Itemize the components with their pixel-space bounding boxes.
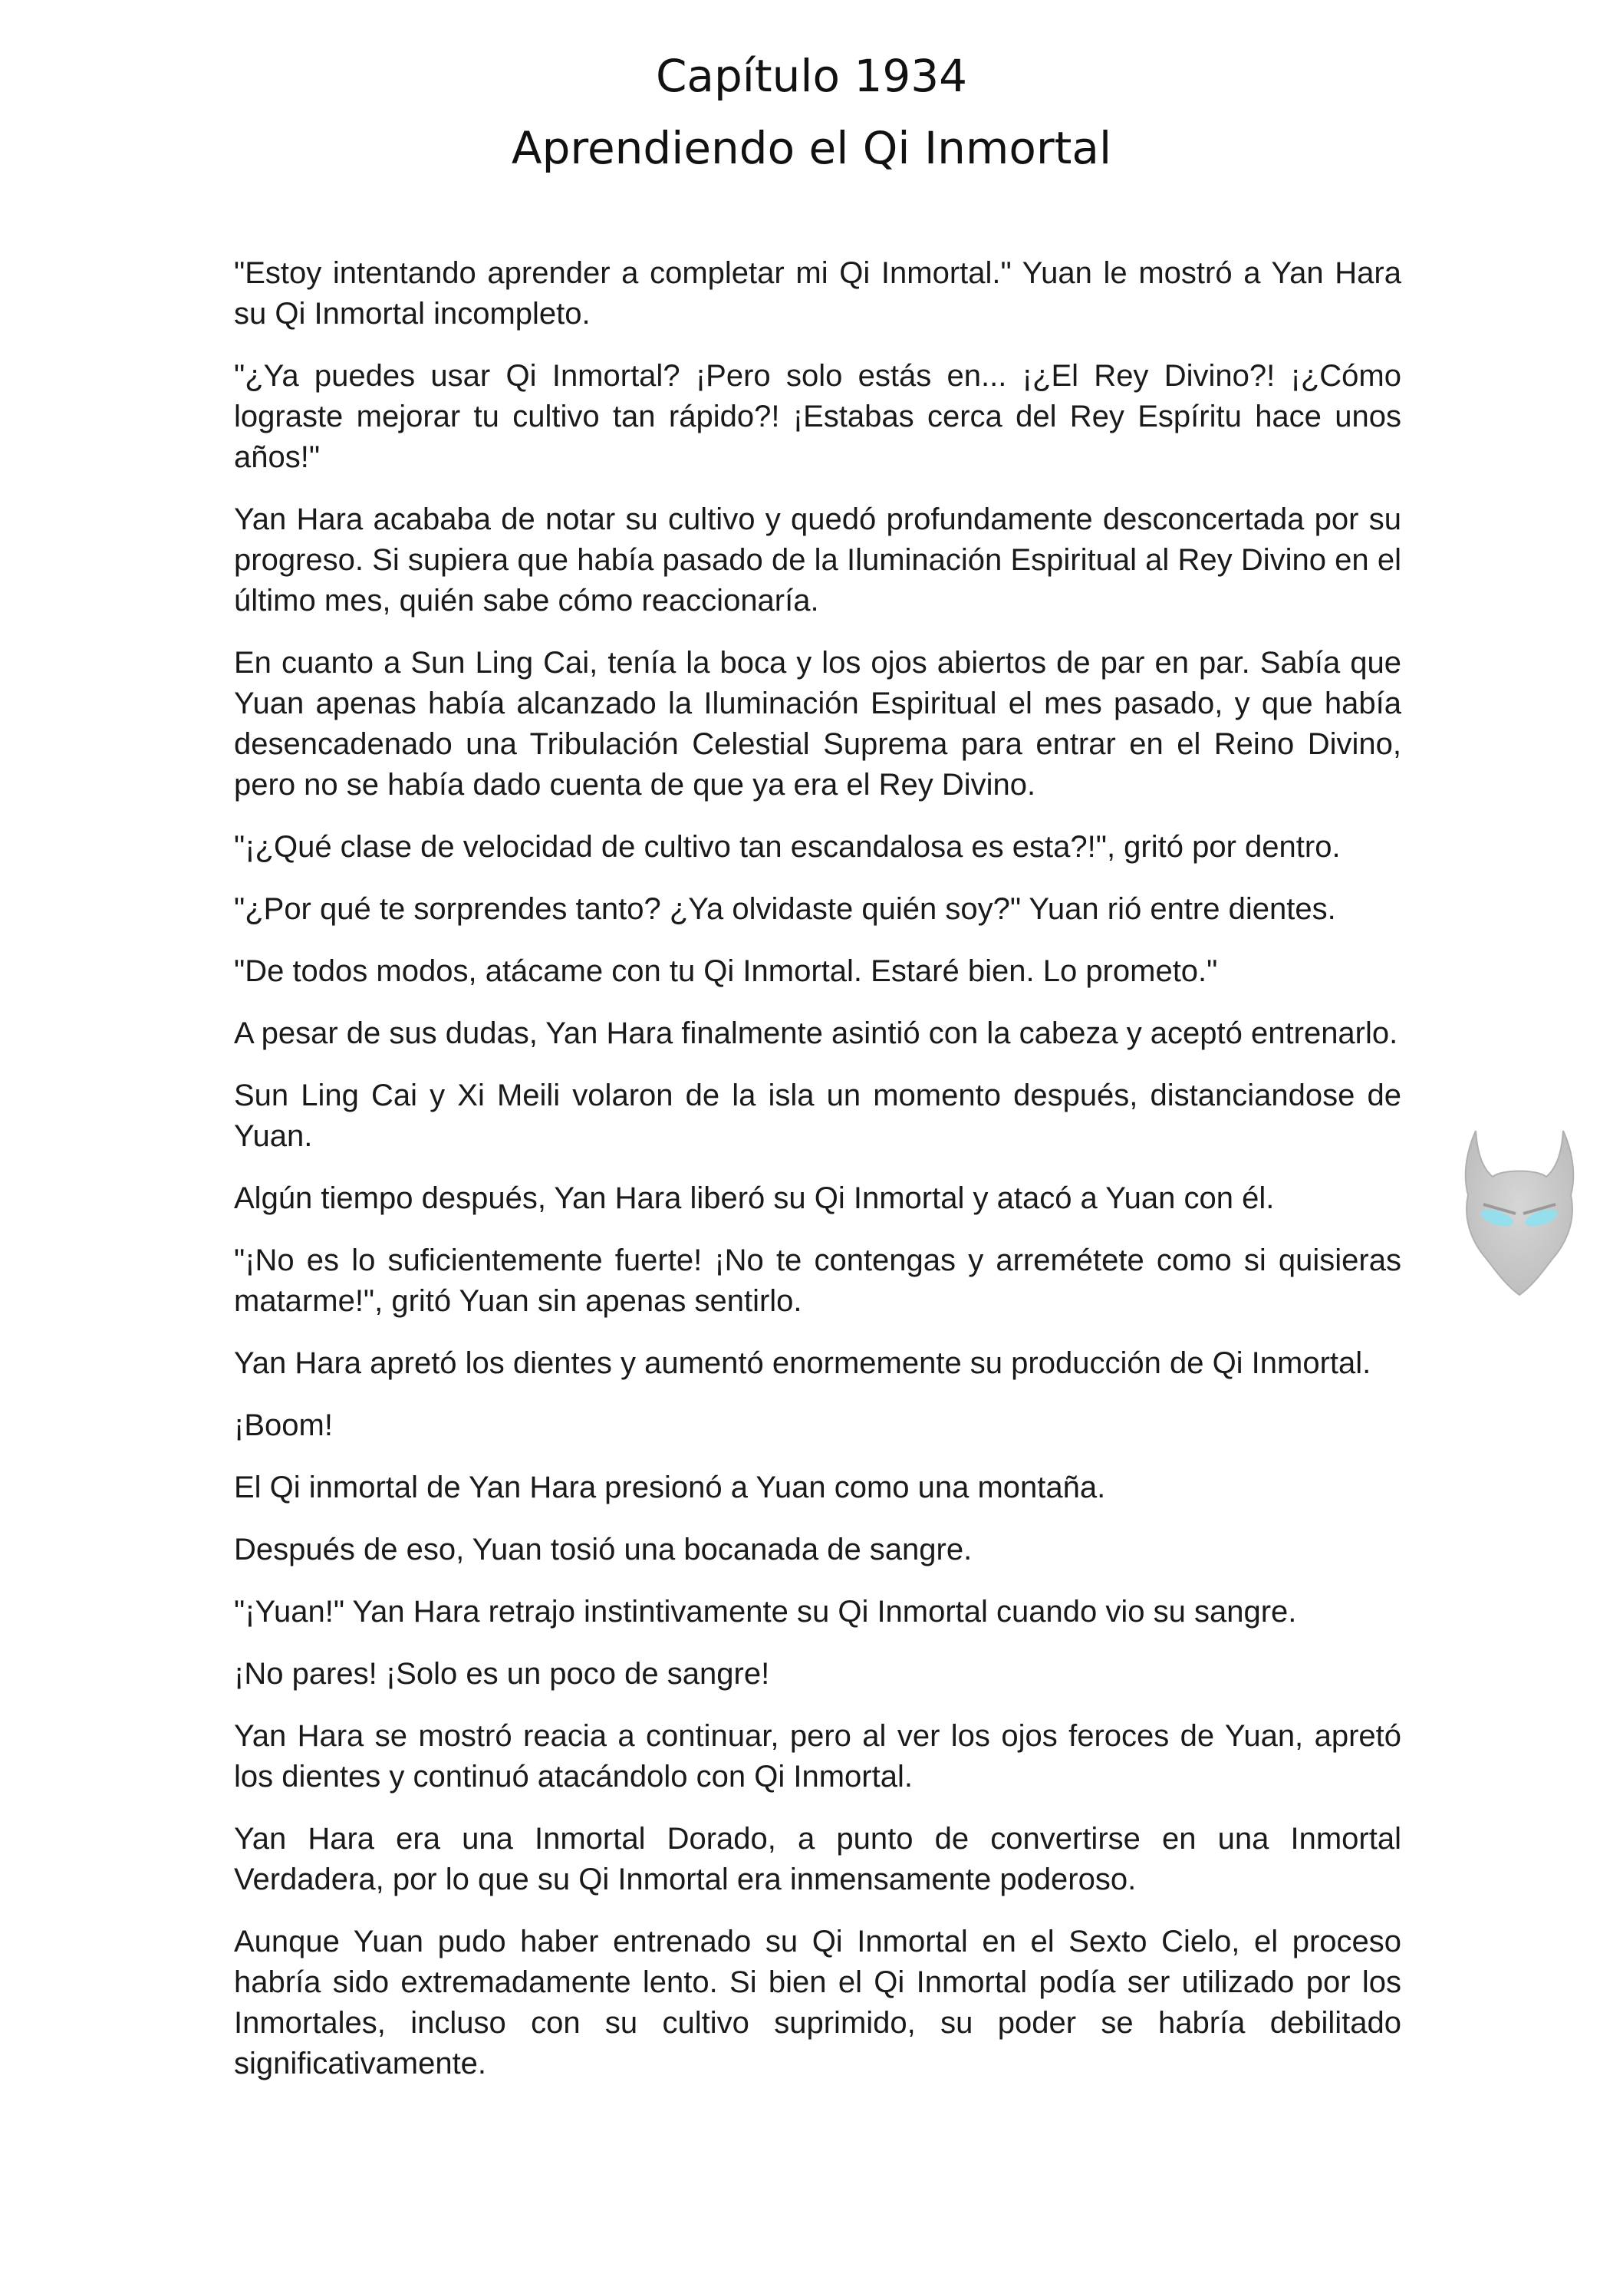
paragraph: ¡Boom!: [234, 1408, 333, 1442]
paragraph: En cuanto a Sun Ling Cai, tenía la boca y los ojos abiertos de par en par. Sabía que Yuan apenas había alcanzado la Iluminación Espiritual el mes pasado, y que había desencadenado una Tribulación Celestial Suprema para entrar en el Reino Divino, pero no se había dado cuenta de que ya era el Rey Divino.: [234, 646, 1401, 802]
chapter-number: Capítulo 1934: [655, 50, 968, 102]
chapter-title: Aprendiendo el Qi Inmortal: [511, 122, 1112, 174]
paragraph: Yan Hara se mostró reacia a continuar, pero al ver los ojos feroces de Yuan, apretó los dientes y continuó atacándolo con Qi Inmortal.: [234, 1719, 1401, 1794]
paragraph: Después de eso, Yuan tosió una bocanada de sangre.: [234, 1533, 973, 1566]
paragraph: Algún tiempo después, Yan Hara liberó su Qi Inmortal y atacó a Yuan con él.: [234, 1181, 1275, 1215]
paragraph: Yan Hara apretó los dientes y aumentó enormemente su producción de Qi Inmortal.: [234, 1346, 1371, 1380]
paragraph: El Qi inmortal de Yan Hara presionó a Yuan como una montaña.: [234, 1471, 1106, 1504]
paragraph: ¡No pares! ¡Solo es un poco de sangre!: [234, 1657, 770, 1691]
paragraph: "Estoy intentando aprender a completar mi Qi Inmortal." Yuan le mostró a Yan Hara su Qi Inmortal incompleto.: [234, 256, 1401, 331]
chapter-header: [0, 40, 1623, 184]
paragraph: "¿Ya puedes usar Qi Inmortal? ¡Pero solo estás en... ¡¿El Rey Divino?! ¡¿Cómo lograste mejorar tu cultivo tan rápido?! ¡Estabas cerca del Rey Espíritu hace unos años!": [234, 359, 1401, 474]
paragraph: "¡Yuan!" Yan Hara retrajo instintivamente su Qi Inmortal cuando vio su sangre.: [234, 1595, 1297, 1629]
paragraph: A pesar de sus dudas, Yan Hara finalmente asintió con la cabeza y aceptó entrenarlo.: [234, 1016, 1398, 1050]
paragraph: "¡¿Qué clase de velocidad de cultivo tan escandalosa es esta?!", gritó por dentro.: [234, 830, 1341, 864]
paragraph: "¿Por qué te sorprendes tanto? ¿Ya olvidaste quién soy?" Yuan rió entre dientes.: [234, 892, 1336, 926]
demon-head-icon: [1462, 1125, 1577, 1301]
paragraph: Yan Hara acababa de notar su cultivo y quedó profundamente desconcertada por su progreso. Si supiera que había pasado de la Iluminación Espiritual al Rey Divino en el último mes, quién sabe cómo reaccionaría.: [234, 502, 1401, 618]
paragraph: Sun Ling Cai y Xi Meili volaron de la isla un momento después, distanciandose de Yuan.: [234, 1079, 1401, 1153]
paragraph: Aunque Yuan pudo haber entrenado su Qi Inmortal en el Sexto Cielo, el proceso habría sido extremadamente lento. Si bien el Qi Inmortal podía ser utilizado por los Inmortales, incluso con su cultivo suprimido, su poder se habría debilitado significativamente.: [234, 1925, 1401, 2080]
paragraph: Yan Hara era una Inmortal Dorado, a punto de convertirse en una Inmortal Verdadera, por lo que su Qi Inmortal era inmensamente poderoso.: [234, 1822, 1401, 1896]
paragraph: "De todos modos, atácame con tu Qi Inmortal. Estaré bien. Lo prometo.": [234, 954, 1218, 988]
chapter-body: [234, 253, 1401, 2106]
paragraph: "¡No es lo suficientemente fuerte! ¡No te contengas y arremétete como si quisieras matarme!", gritó Yuan sin apenas sentirlo.: [234, 1244, 1401, 1318]
